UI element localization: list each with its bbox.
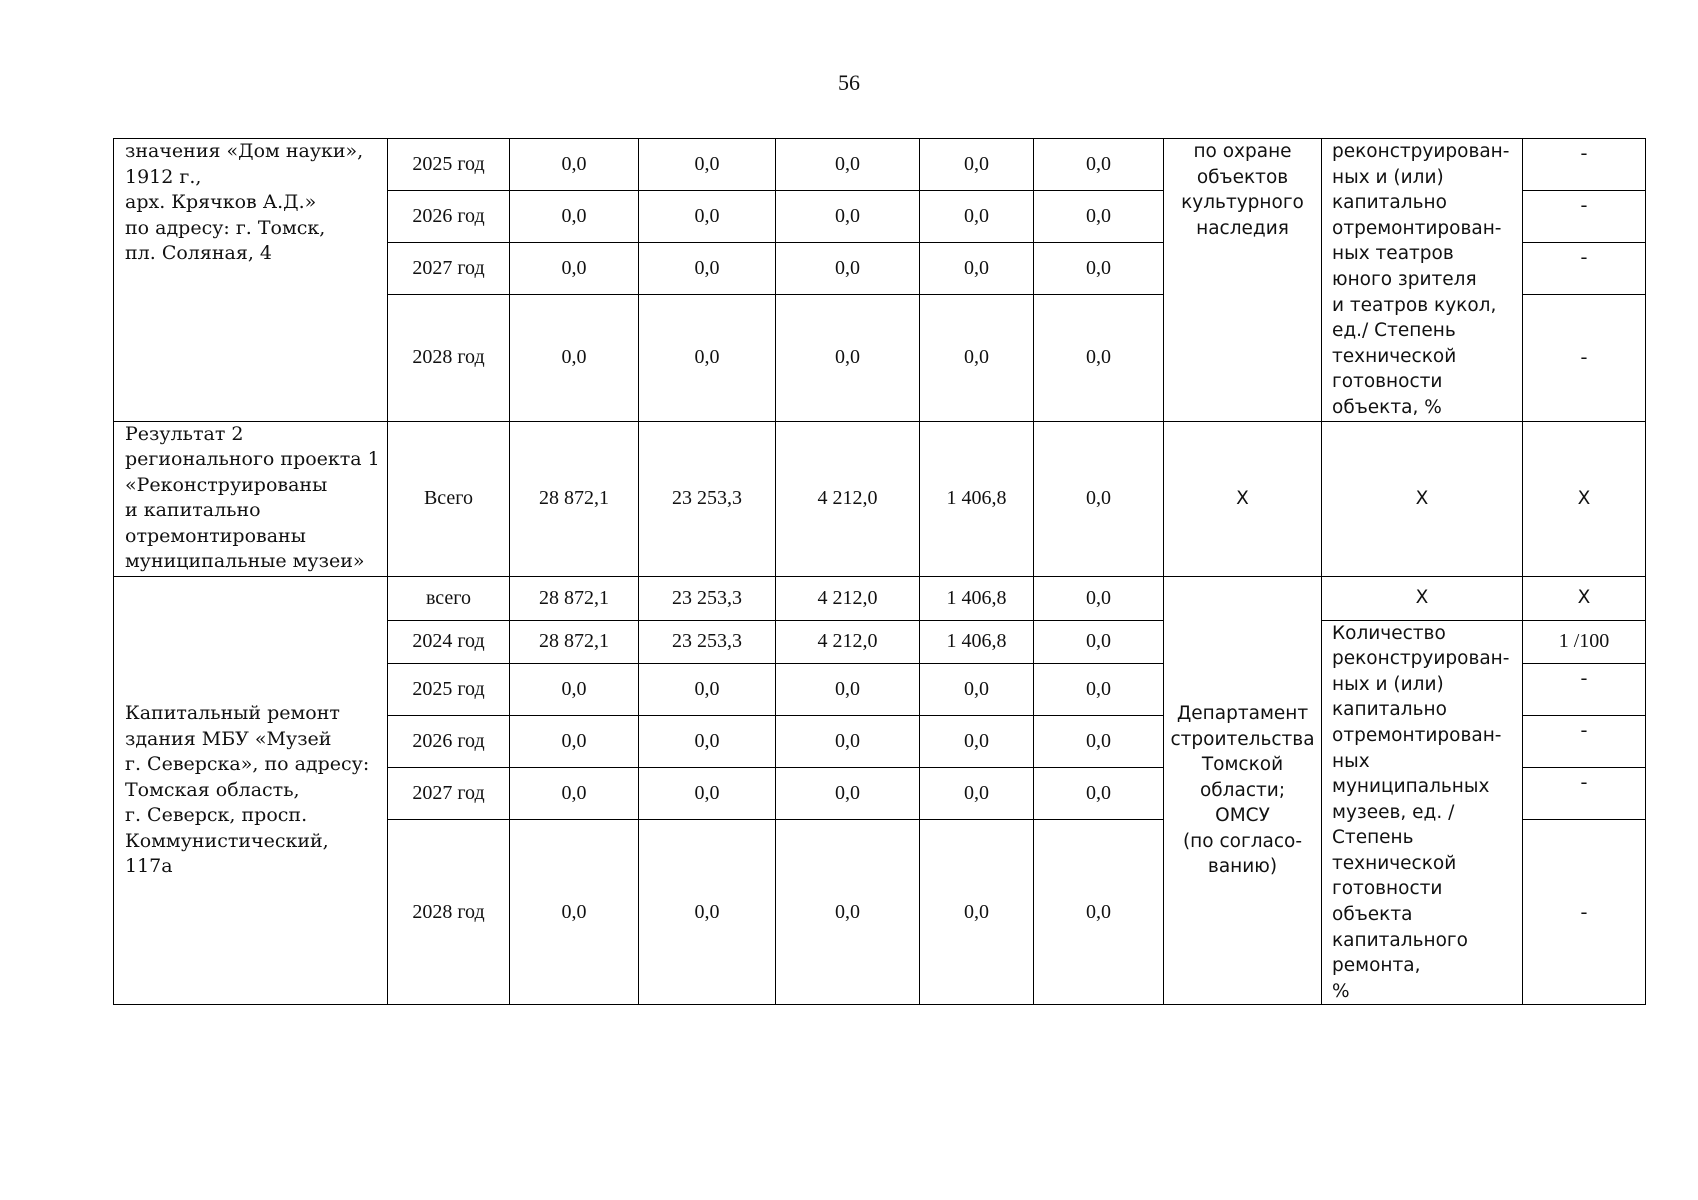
indicator-cell: Х: [1322, 421, 1523, 576]
total-cell: 0,0: [510, 715, 639, 767]
executor-cell: Х: [1164, 421, 1322, 576]
federal-cell: 0,0: [639, 715, 776, 767]
local-cell: 0,0: [920, 191, 1034, 243]
target-cell: -: [1523, 191, 1646, 243]
period-cell: 2026 год: [388, 191, 510, 243]
other-cell: 0,0: [1034, 421, 1164, 576]
target-cell: -: [1523, 295, 1646, 421]
local-cell: 0,0: [920, 663, 1034, 715]
target-cell: 1 /100: [1523, 620, 1646, 663]
local-cell: 0,0: [920, 715, 1034, 767]
executor-cell: Департамент строительства Томской области; ОМСУ (по согласо- ванию): [1164, 576, 1322, 1005]
period-cell: 2026 год: [388, 715, 510, 767]
other-cell: 0,0: [1034, 663, 1164, 715]
target-cell: -: [1523, 663, 1646, 715]
federal-cell: 0,0: [639, 243, 776, 295]
local-cell: 0,0: [920, 820, 1034, 1005]
period-cell: 2028 год: [388, 295, 510, 421]
other-cell: 0,0: [1034, 243, 1164, 295]
funding-table: [113, 138, 1646, 1005]
local-cell: 1 406,8: [920, 620, 1034, 663]
regional-cell: 0,0: [776, 243, 920, 295]
other-cell: 0,0: [1034, 620, 1164, 663]
total-cell: 28 872,1: [510, 620, 639, 663]
local-cell: 1 406,8: [920, 576, 1034, 620]
local-cell: 0,0: [920, 243, 1034, 295]
target-cell: -: [1523, 820, 1646, 1005]
total-cell: 0,0: [510, 243, 639, 295]
period-cell: 2025 год: [388, 663, 510, 715]
regional-cell: 0,0: [776, 663, 920, 715]
period-cell: всего: [388, 576, 510, 620]
period-cell: 2028 год: [388, 820, 510, 1005]
other-cell: 0,0: [1034, 295, 1164, 421]
local-cell: 1 406,8: [920, 421, 1034, 576]
period-cell: Всего: [388, 421, 510, 576]
period-cell: 2024 год: [388, 620, 510, 663]
regional-cell: 0,0: [776, 139, 920, 191]
result-row: [114, 421, 1646, 576]
regional-cell: 0,0: [776, 191, 920, 243]
indicator-cell: Х: [1322, 576, 1523, 620]
total-cell: 0,0: [510, 139, 639, 191]
federal-cell: 23 253,3: [639, 620, 776, 663]
target-cell: Х: [1523, 576, 1646, 620]
other-cell: 0,0: [1034, 191, 1164, 243]
total-cell: 28 872,1: [510, 421, 639, 576]
target-cell: -: [1523, 715, 1646, 767]
total-cell: 0,0: [510, 663, 639, 715]
total-cell: 28 872,1: [510, 576, 639, 620]
total-cell: 0,0: [510, 820, 639, 1005]
target-cell: -: [1523, 243, 1646, 295]
table-row: [114, 576, 1646, 620]
other-cell: 0,0: [1034, 820, 1164, 1005]
other-cell: 0,0: [1034, 576, 1164, 620]
target-cell: -: [1523, 139, 1646, 191]
local-cell: 0,0: [920, 295, 1034, 421]
other-cell: 0,0: [1034, 768, 1164, 820]
federal-cell: 23 253,3: [639, 421, 776, 576]
period-cell: 2027 год: [388, 243, 510, 295]
target-cell: -: [1523, 768, 1646, 820]
result-name-cell: Результат 2 регионального проекта 1 «Реконструированы и капитально отремонтированы муниципальные музеи»: [114, 421, 388, 576]
page-number: 56: [838, 70, 860, 95]
federal-cell: 0,0: [639, 295, 776, 421]
regional-cell: 4 212,0: [776, 421, 920, 576]
local-cell: 0,0: [920, 768, 1034, 820]
federal-cell: 0,0: [639, 663, 776, 715]
event-name-cell: Капитальный ремонт здания МБУ «Музей г. Северска», по адресу: Томская область, г. Северск, просп. Коммунистический, 117а: [114, 576, 388, 1005]
regional-cell: 0,0: [776, 715, 920, 767]
total-cell: 0,0: [510, 191, 639, 243]
federal-cell: 23 253,3: [639, 576, 776, 620]
local-cell: 0,0: [920, 139, 1034, 191]
regional-cell: 4 212,0: [776, 620, 920, 663]
period-cell: 2025 год: [388, 139, 510, 191]
other-cell: 0,0: [1034, 715, 1164, 767]
target-cell: Х: [1523, 421, 1646, 576]
total-cell: 0,0: [510, 768, 639, 820]
federal-cell: 0,0: [639, 139, 776, 191]
regional-cell: 0,0: [776, 768, 920, 820]
indicator-cell: реконструирован- ных и (или) капитально отремонтирован- ных театров юного зрителя и театров кукол, ед./ Степень технической готовности объекта, %: [1322, 139, 1523, 422]
table-row: [114, 139, 1646, 191]
executor-cell: по охране объектов культурного наследия: [1164, 139, 1322, 422]
federal-cell: 0,0: [639, 191, 776, 243]
federal-cell: 0,0: [639, 820, 776, 1005]
other-cell: 0,0: [1034, 139, 1164, 191]
indicator-cell: Количество реконструирован- ных и (или) капитально отремонтирован- ных муниципальных музеев, ед. / Степень технической готовности объекта капитального ремонта, %: [1322, 620, 1523, 1005]
regional-cell: 0,0: [776, 820, 920, 1005]
period-cell: 2027 год: [388, 768, 510, 820]
event-name-cell: значения «Дом науки», 1912 г., арх. Крячков А.Д.» по адресу: г. Томск, пл. Соляная, 4: [114, 139, 388, 422]
regional-cell: 4 212,0: [776, 576, 920, 620]
regional-cell: 0,0: [776, 295, 920, 421]
total-cell: 0,0: [510, 295, 639, 421]
federal-cell: 0,0: [639, 768, 776, 820]
